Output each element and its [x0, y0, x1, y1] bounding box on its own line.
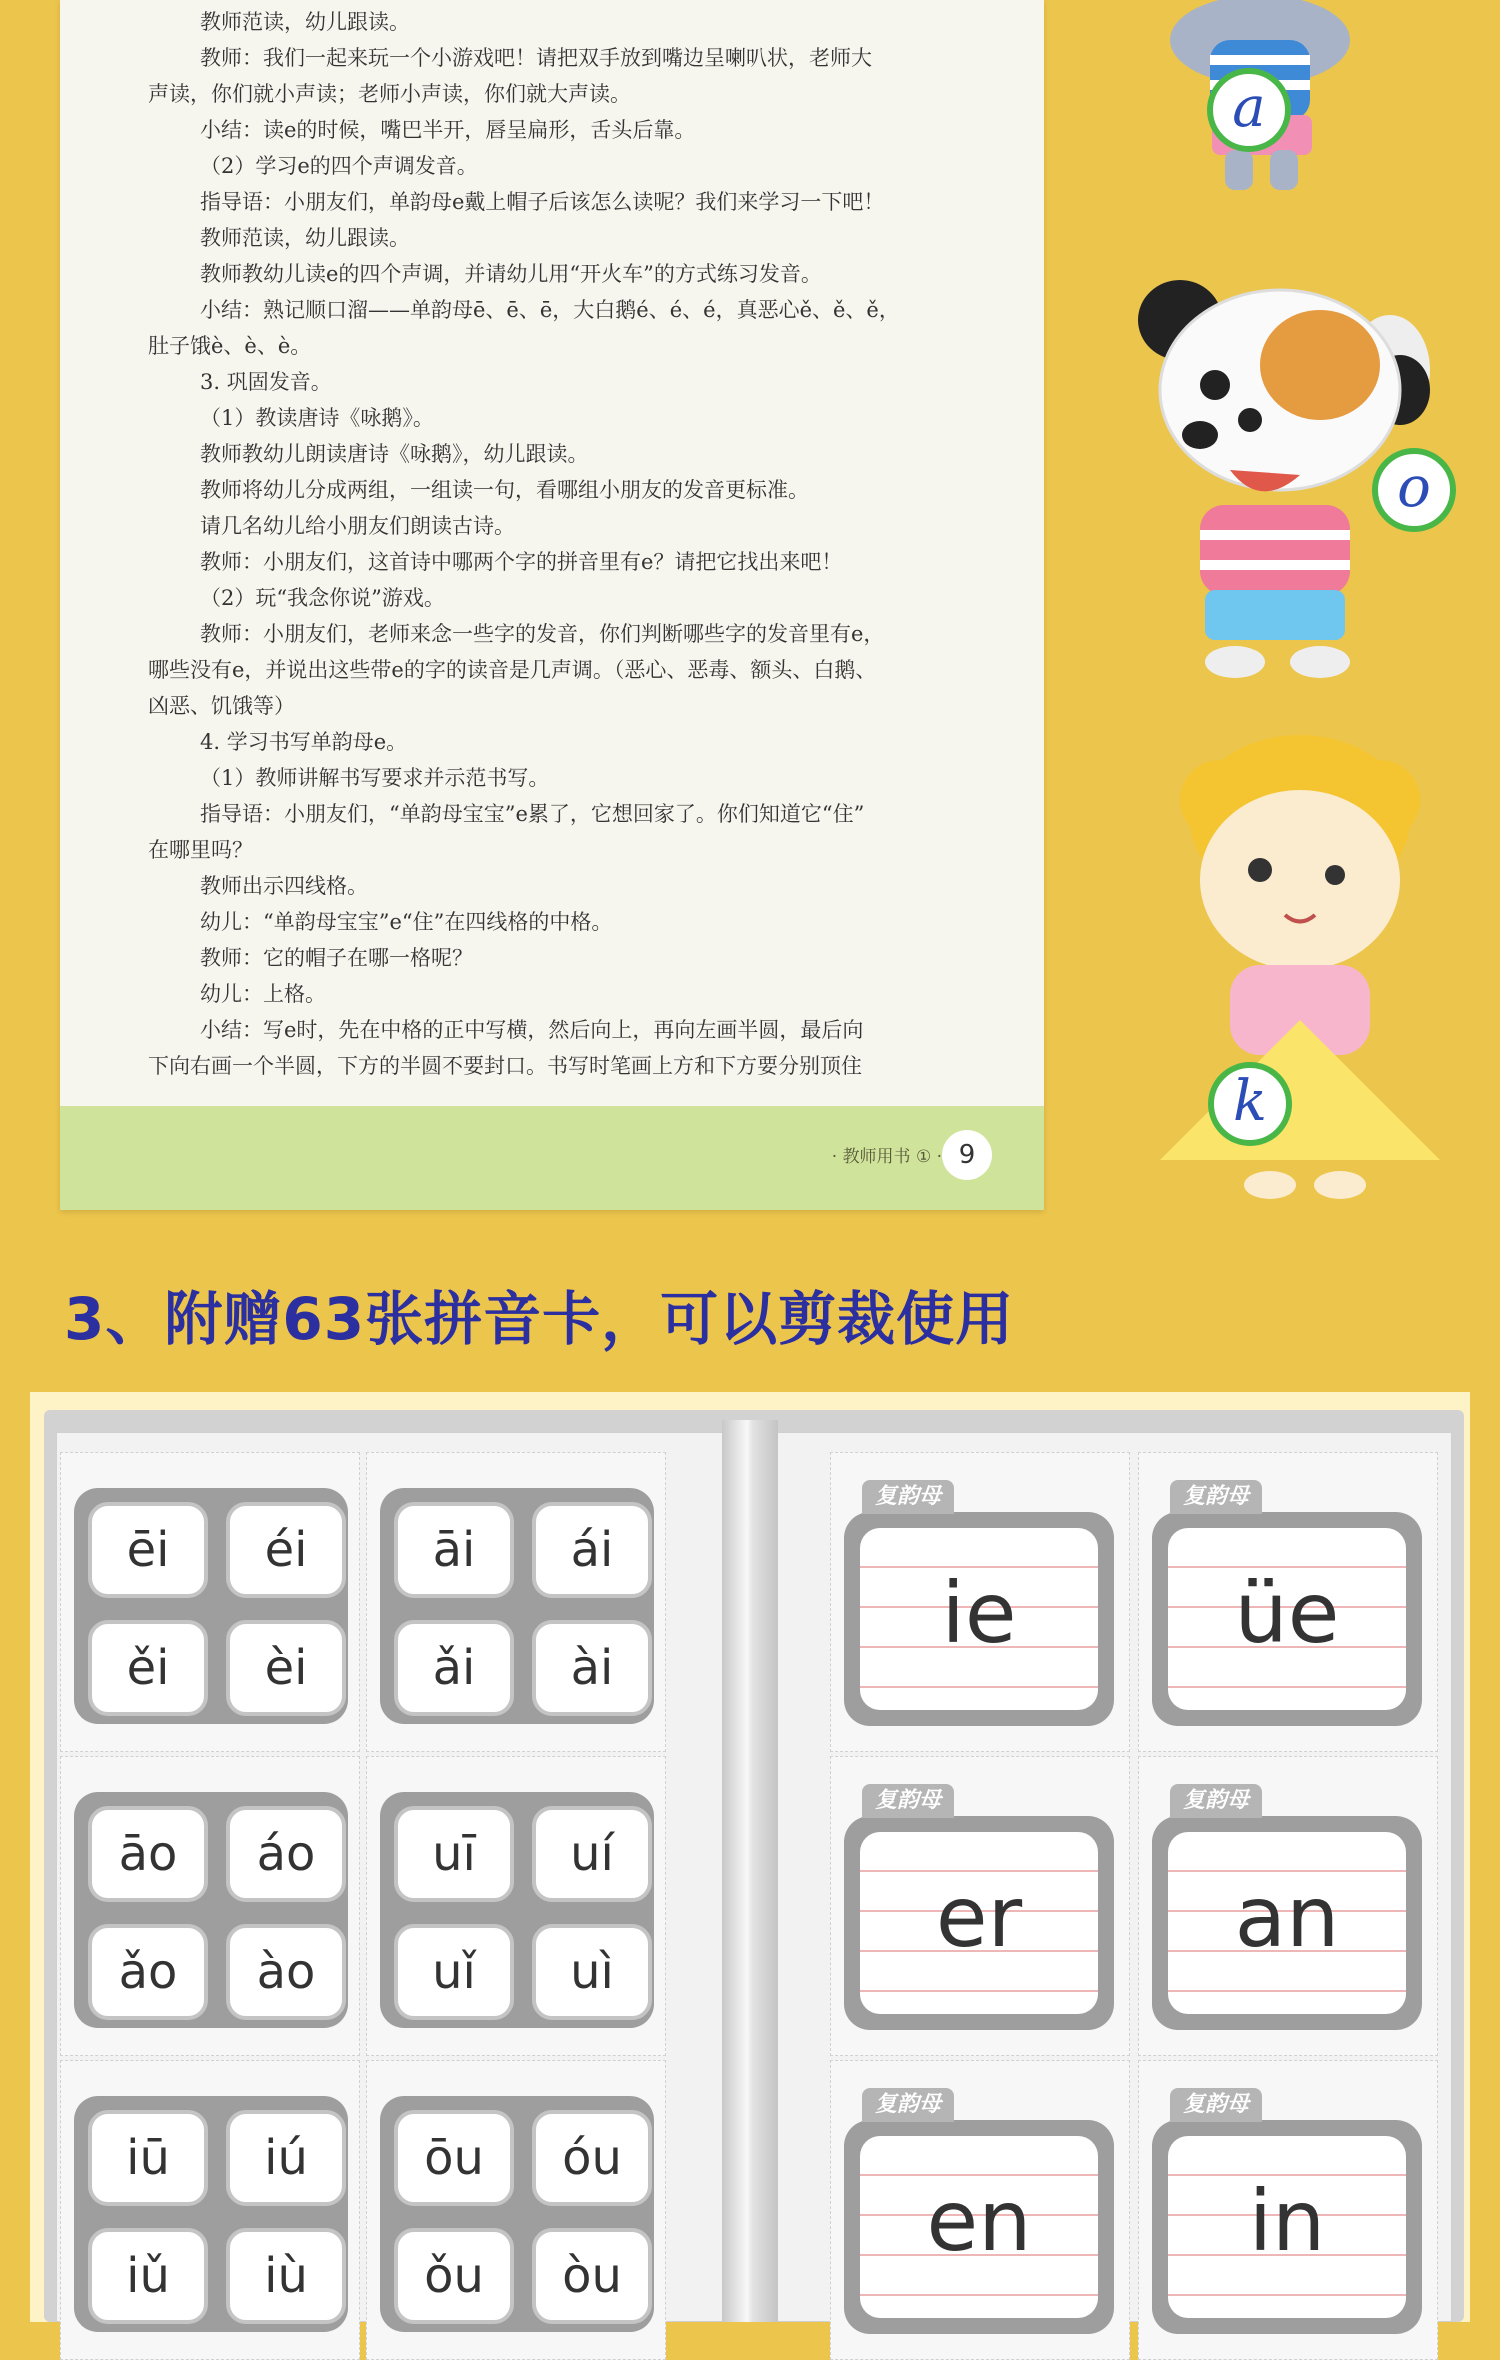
text-line: 教师教幼儿朗读唐诗《咏鹅》，幼儿跟读。 — [200, 442, 589, 466]
four-line-grid — [1168, 1528, 1406, 1710]
tone-syllable: iū — [88, 2110, 208, 2206]
page-footer — [60, 1106, 1044, 1210]
text-line: （2）学习e的四个声调发音。 — [200, 154, 478, 178]
text-line: （2）玩“我念你说”游戏。 — [200, 586, 445, 610]
text-line: 下向右画一个半圆，下方的半圆不要封口。书写时笔画上方和下方要分别顶住 — [148, 1054, 862, 1078]
card-category-label: 复韵母 — [862, 2088, 954, 2122]
tone-syllable: ēi — [88, 1502, 208, 1598]
card-category-label: 复韵母 — [1170, 2088, 1262, 2122]
tone-card-group — [380, 2096, 654, 2332]
tone-syllable: uǐ — [394, 1924, 514, 2020]
text-line: 教师将幼儿分成两组，一组读一句，看哪组小朋友的发音更标准。 — [200, 478, 809, 502]
final-card — [1152, 1788, 1422, 2030]
tone-syllable: ào — [226, 1924, 346, 2020]
text-line: 3. 巩固发音。 — [200, 370, 332, 394]
tone-card-group — [380, 1488, 654, 1724]
card-category-label: 复韵母 — [1170, 1480, 1262, 1514]
tone-syllable: ái — [532, 1502, 652, 1598]
tone-syllable: iǔ — [88, 2228, 208, 2324]
grid-rule — [860, 2294, 1098, 2296]
four-line-grid — [1168, 1832, 1406, 2014]
pinyin-badge-o: o — [1372, 448, 1456, 532]
final-card — [844, 1788, 1114, 2030]
card-category-label: 复韵母 — [862, 1784, 954, 1818]
four-line-grid — [860, 1528, 1098, 1710]
card-category-label: 复韵母 — [1170, 1784, 1262, 1818]
page-number: 9 — [942, 1130, 992, 1180]
book-gutter — [722, 1420, 778, 2322]
final-card — [844, 2092, 1114, 2334]
final-syllable: in — [1248, 2172, 1326, 2270]
grid-rule — [1168, 1990, 1406, 1992]
text-line: 教师教幼儿读e的四个声调，并请幼儿用“开火车”的方式练习发音。 — [200, 262, 822, 286]
tone-syllable: ǎi — [394, 1620, 514, 1716]
tone-syllable: áo — [226, 1806, 346, 1902]
text-line: 肚子饿è、è、è。 — [148, 334, 312, 358]
text-line: 教师范读，幼儿跟读。 — [200, 10, 410, 34]
text-line: 哪些没有e，并说出这些带e的字的读音是几声调。（恶心、恶毒、额头、白鹅、 — [148, 658, 877, 682]
text-line: 声读，你们就小声读；老师小声读，你们就大声读。 — [148, 82, 631, 106]
text-line: 教师：我们一起来玩一个小游戏吧！请把双手放到嘴边呈喇叭状，老师大 — [200, 46, 872, 70]
text-line: 幼儿：上格。 — [200, 982, 326, 1006]
tone-syllable: uí — [532, 1806, 652, 1902]
grid-rule — [860, 1990, 1098, 1992]
text-line: 教师出示四线格。 — [200, 874, 368, 898]
four-line-grid — [860, 2136, 1098, 2318]
tone-syllable: ài — [532, 1620, 652, 1716]
text-line: （1）教读唐诗《咏鹅》。 — [200, 406, 434, 430]
tone-card-group — [74, 1488, 348, 1724]
text-line: 请几名幼儿给小朋友们朗读古诗。 — [200, 514, 515, 538]
tone-syllable: ōu — [394, 2110, 514, 2206]
text-line: 教师：小朋友们，这首诗中哪两个字的拼音里有e？请把它找出来吧！ — [200, 550, 843, 574]
tone-syllable: uì — [532, 1924, 652, 2020]
card-category-label: 复韵母 — [862, 1480, 954, 1514]
pinyin-badge-a: a — [1207, 68, 1291, 152]
grid-rule — [860, 1686, 1098, 1688]
footer-book-label: · 教师用书 ① · — [831, 1147, 942, 1167]
final-card — [1152, 2092, 1422, 2334]
text-line: 教师：它的帽子在哪一格呢？ — [200, 946, 473, 970]
text-line: 指导语：小朋友们，单韵母e戴上帽子后该怎么读呢？我们来学习一下吧！ — [200, 190, 885, 214]
text-line: 4. 学习书写单韵母e。 — [200, 730, 408, 754]
text-line: 教师范读，幼儿跟读。 — [200, 226, 410, 250]
tone-card-group — [74, 2096, 348, 2332]
tone-syllable: ǒu — [394, 2228, 514, 2324]
text-line: 在哪里吗？ — [148, 838, 253, 862]
tone-syllable: āo — [88, 1806, 208, 1902]
pinyin-badge-k: k — [1208, 1062, 1292, 1146]
tone-card-group — [380, 1792, 654, 2028]
text-line: 小结：读e的时候，嘴巴半开，唇呈扁形，舌头后靠。 — [200, 118, 696, 142]
text-line: 幼儿：“单韵母宝宝”e“住”在四线格的中格。 — [200, 910, 613, 934]
final-card — [844, 1484, 1114, 1726]
final-syllable: an — [1234, 1868, 1340, 1966]
tone-syllable: ǎo — [88, 1924, 208, 2020]
grid-rule — [1168, 1686, 1406, 1688]
text-line: （1）教师讲解书写要求并示范书写。 — [200, 766, 550, 790]
tone-syllable: óu — [532, 2110, 652, 2206]
tone-syllable: èi — [226, 1620, 346, 1716]
four-line-grid — [860, 1832, 1098, 2014]
tone-syllable: òu — [532, 2228, 652, 2324]
sheep-character-illustration — [1100, 730, 1480, 1210]
tone-card-group — [74, 1792, 348, 2028]
tone-syllable: ěi — [88, 1620, 208, 1716]
final-card — [1152, 1484, 1422, 1726]
final-syllable: üe — [1234, 1564, 1340, 1662]
text-line: 小结：熟记顺口溜——单韵母ē、ē、ē，大白鹅é、é、é，真恶心ě、ě、ě， — [200, 298, 900, 322]
teacher-book-page — [60, 0, 1044, 1210]
final-syllable: en — [926, 2172, 1032, 2270]
final-syllable: er — [935, 1868, 1023, 1966]
tone-syllable: iù — [226, 2228, 346, 2324]
text-line: 指导语：小朋友们，“单韵母宝宝”e累了，它想回家了。你们知道它“住” — [200, 802, 865, 826]
text-line: 凶恶、饥饿等） — [148, 694, 295, 718]
grid-rule — [1168, 2294, 1406, 2296]
tone-syllable: āi — [394, 1502, 514, 1598]
tone-syllable: uī — [394, 1806, 514, 1902]
tone-syllable: éi — [226, 1502, 346, 1598]
tone-syllable: iú — [226, 2110, 346, 2206]
section-heading: 3、附赠63张拼音卡，可以剪裁使用 — [64, 1285, 1015, 1353]
final-syllable: ie — [941, 1564, 1017, 1662]
text-line: 教师：小朋友们，老师来念一些字的发音，你们判断哪些字的发音里有e， — [200, 622, 885, 646]
four-line-grid — [1168, 2136, 1406, 2318]
text-line: 小结：写e时，先在中格的正中写横，然后向上，再向左画半圆，最后向 — [200, 1018, 864, 1042]
